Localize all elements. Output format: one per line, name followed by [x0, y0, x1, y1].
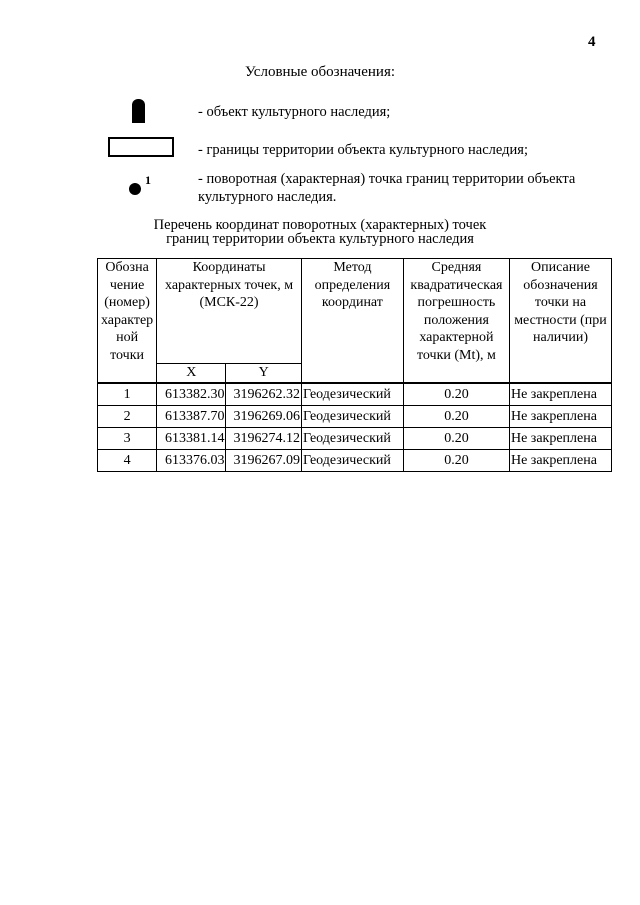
cultural-object-icon	[132, 99, 145, 123]
cell-error: 0.20	[403, 406, 509, 428]
header-error: Средняя квадратическая погрешность положения характерной точки (Mt), м	[403, 259, 509, 384]
cell-method: Геодезический	[301, 428, 403, 450]
cell-error: 0.20	[403, 383, 509, 406]
cell-description: Не закреплена	[509, 406, 611, 428]
cell-point: 2	[98, 406, 157, 428]
table-row	[98, 450, 612, 472]
cell-x: 613381.14	[157, 428, 226, 450]
legend-item-turning-point: - поворотная (характерная) точка границ территории объекта культурного наследия.	[198, 171, 576, 205]
header-description: Описание обозначения точки на местности (при наличии)	[509, 259, 611, 384]
cell-x: 613376.03	[157, 450, 226, 472]
coordinates-table	[97, 258, 612, 472]
cell-error: 0.20	[403, 450, 509, 472]
cell-error: 0.20	[403, 428, 509, 450]
cell-description: Не закреплена	[509, 383, 611, 406]
turning-point-icon	[129, 183, 141, 195]
coordinates-list-title	[0, 218, 640, 246]
turning-point-icon-label: 1	[145, 173, 151, 187]
legend-item-boundary: - границы территории объекта культурного наследия;	[198, 142, 528, 158]
cell-method: Геодезический	[301, 383, 403, 406]
coordinates-list-title-line1: Перечень координат поворотных (характерных) точек	[153, 217, 487, 233]
table-row	[98, 406, 612, 428]
territory-boundary-icon	[108, 137, 174, 157]
header-coordinates: Координаты характерных точек, м (МСК-22)	[157, 259, 302, 364]
header-designation: Обозна чение (номер) характер ной точки	[98, 259, 157, 384]
cell-y: 3196269.06	[226, 406, 301, 428]
cell-description: Не закреплена	[509, 450, 611, 472]
cell-point: 1	[98, 383, 157, 406]
header-y: Y	[226, 364, 301, 384]
cell-description: Не закреплена	[509, 428, 611, 450]
header-method: Метод определения координат	[301, 259, 403, 384]
page-number: 4	[588, 34, 596, 50]
coordinates-list-title-line2: границ территории объекта культурного наследия	[166, 231, 474, 247]
cell-point: 4	[98, 450, 157, 472]
table-row	[98, 428, 612, 450]
legend-title: Условные обозначения:	[244, 64, 396, 80]
cell-method: Геодезический	[301, 406, 403, 428]
legend-item-object: - объект культурного наследия;	[198, 104, 391, 120]
cell-method: Геодезический	[301, 450, 403, 472]
cell-y: 3196274.12	[226, 428, 301, 450]
header-x: X	[157, 364, 226, 384]
cell-y: 3196262.32	[226, 383, 301, 406]
table-row	[98, 383, 612, 406]
cell-point: 3	[98, 428, 157, 450]
cell-x: 613382.30	[157, 383, 226, 406]
cell-y: 3196267.09	[226, 450, 301, 472]
cell-x: 613387.70	[157, 406, 226, 428]
